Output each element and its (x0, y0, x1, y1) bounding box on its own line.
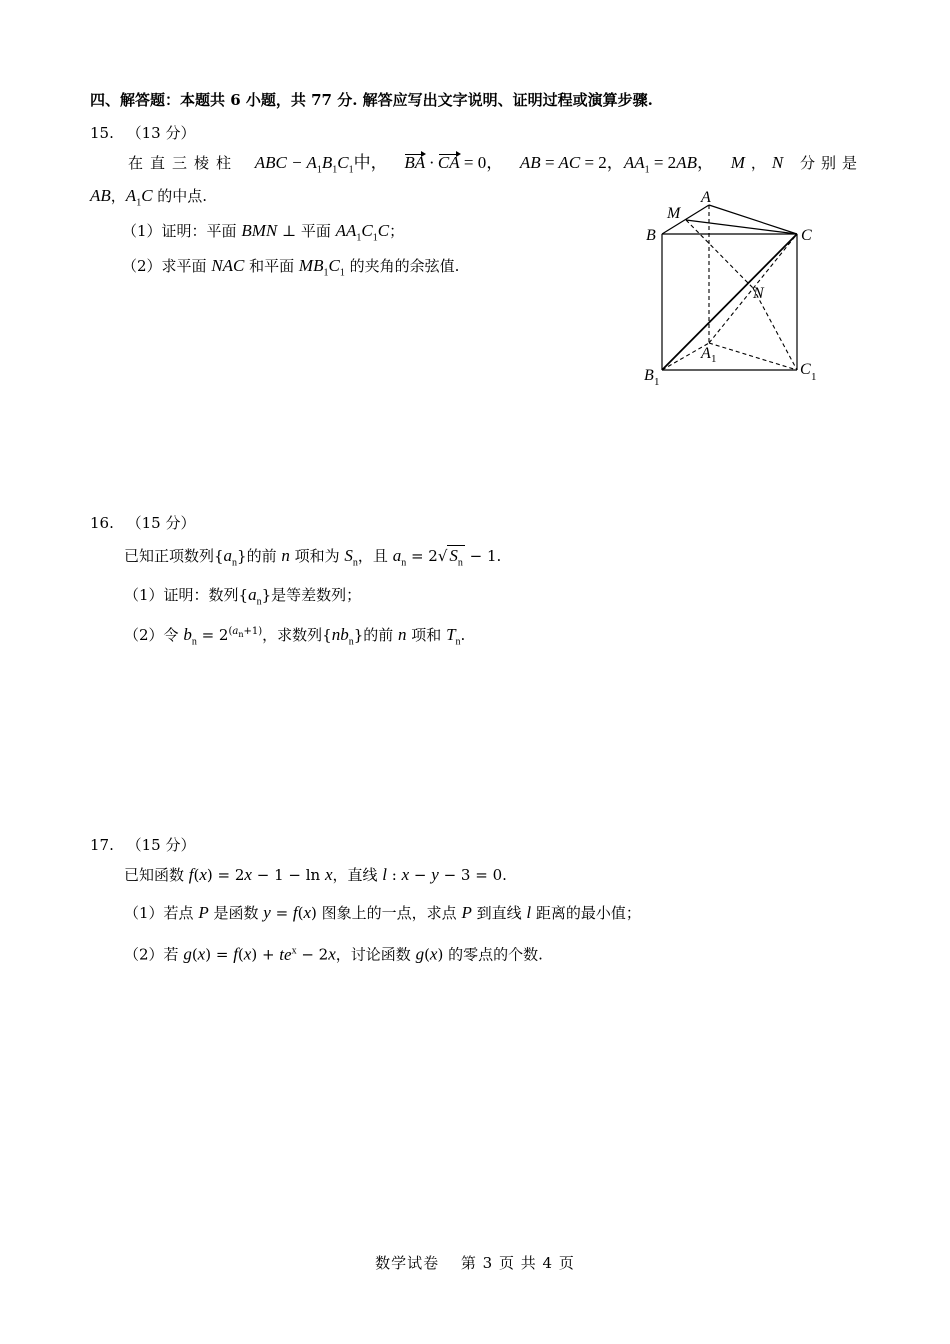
label-A1-sub: 1 (711, 353, 717, 365)
q15-number: 15. (90, 124, 114, 142)
prism-figure (620, 180, 840, 395)
q16-points: （15 分） (126, 514, 196, 532)
q15-header (90, 123, 196, 143)
q17-part1: （1）若点 P 是函数 y = f(x) 图象上的一点，求点 P 到直线 l 距离的最小值； (124, 903, 641, 922)
label-C: C (801, 227, 812, 244)
label-B: B (646, 227, 656, 244)
q15-intro-prefix: 在直三棱柱 (128, 154, 239, 172)
q17-points: （15 分） (126, 836, 196, 854)
label-M: M (667, 205, 681, 222)
label-B1-sub: 1 (654, 376, 660, 388)
q15-intro-line (128, 153, 863, 180)
section-heading: 四、解答题：本题共 6 小题，共 77 分. 解答应写出文字说明、证明过程或演算步骤. (90, 91, 653, 109)
label-A: A (701, 189, 711, 206)
q15-vector-condition: BA · CA = 0， (404, 153, 504, 172)
label-B1: B (644, 367, 654, 384)
q17-part2: （2）若 $g(x) = f(x) + te^x - 2x$，讨论函数 g(x) 的零点的个数. (124, 944, 543, 964)
q15-midpoints: AB，$A_1C$ 的中点. (90, 186, 208, 209)
segment-MN (686, 220, 753, 288)
edge-AC (709, 205, 797, 234)
q15-points: （13 分） (126, 124, 196, 142)
edge-A1C1 (709, 343, 797, 370)
q15-part1: （1）证明：平面 BMN ⊥ 平面 $AA_1C_1C$； (122, 221, 405, 244)
q16-part1: （1）证明：数列$\{a_n\}$是等差数列； (124, 585, 362, 608)
q15-prism: ABC − $A_1B_1C_1$中， (254, 153, 388, 176)
q15-mn-clause: M，N 分别是 (730, 153, 863, 172)
q16-header (90, 513, 196, 533)
label-N: N (753, 285, 764, 302)
label-A1: A (701, 345, 711, 362)
label-C1-sub: 1 (811, 371, 817, 383)
q17-header (90, 835, 196, 855)
label-C1: C (800, 361, 811, 378)
q15-lengths: AB = AC = 2，$AA_1 = 2AB$， (519, 153, 714, 176)
q17-number: 17. (90, 836, 114, 854)
q17-given: 已知函数 f(x) = 2x − 1 − ln x，直线 l : x − y − 3 = 0. (124, 865, 507, 884)
page-footer: 数学试卷 第 3 页 共 4 页 (375, 1254, 575, 1272)
q15-part2: （2）求平面 NAC 和平面 $MB_1C_1$ 的夹角的余弦值. (122, 256, 460, 279)
segment-MC (686, 220, 797, 234)
q16-given: 已知正项数列$\{a_n\}$的前 n 项和为 $S_n$，且 $a_n = 2√$ $S_n - 1$. (124, 546, 502, 569)
q16-number: 16. (90, 514, 114, 532)
q16-part2: （2）令 $b_n = 2^{(a_n+1)}$，求数列$\{nb_n\}$的前 n 项和 $T_n$. (124, 625, 466, 648)
